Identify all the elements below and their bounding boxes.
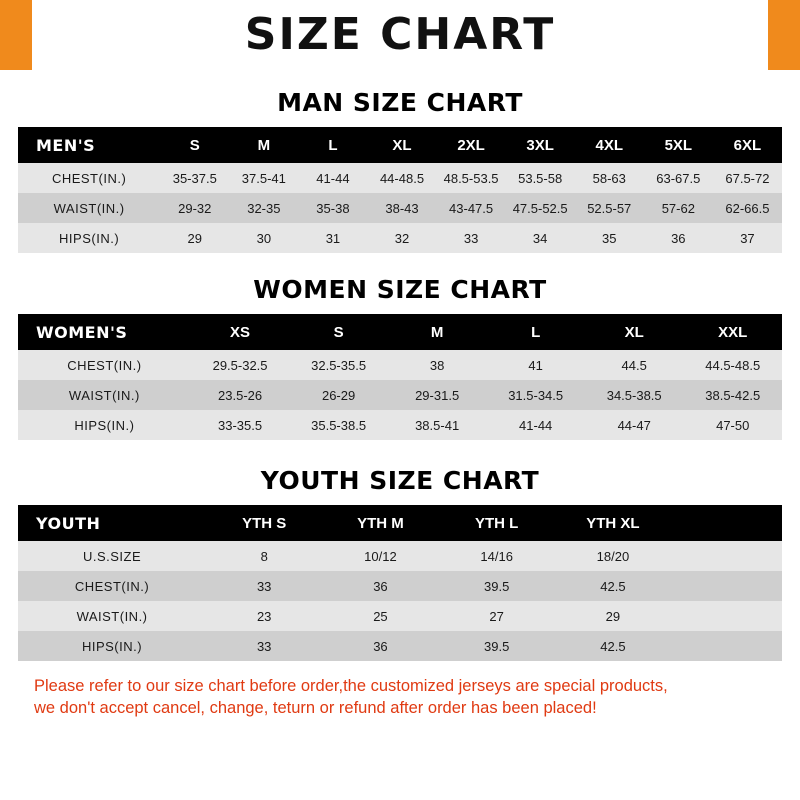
table-row [18,223,782,253]
table-header-row [18,314,782,350]
cell: 39.5 [484,638,510,654]
col-header-s: S [189,136,200,154]
footer-note [18,675,782,720]
col-header-youth: YOUTH [36,513,101,533]
cell: 10/12 [364,548,397,564]
col-header-xl: XL [624,323,644,341]
cell: 36 [671,230,686,246]
cell: 35 [602,230,617,246]
row-label-chest: CHEST(IN.) [67,357,142,373]
cell: 35-37.5 [172,170,217,186]
section-title-women: WOMEN SIZE CHART [253,275,547,304]
footer-note-line-2: we don't accept cancel, change, teturn or refund after order has been placed! [34,699,597,718]
cell: 63-67.5 [656,170,701,186]
cell: 14/16 [480,548,513,564]
cell: 29-32 [178,200,212,216]
col-header-l: L [328,136,338,154]
table-row [18,410,782,440]
cell: 41-44 [519,417,553,433]
cell: 39.5 [484,578,510,594]
table-women [18,314,782,440]
cell: 38.5-42.5 [705,387,761,403]
table-row [18,193,782,223]
col-header-yth-m: YTH M [357,514,404,532]
cell: 58-63 [592,170,626,186]
cell: 29-31.5 [415,387,460,403]
cell: 41 [528,357,543,373]
cell: 34.5-38.5 [606,387,662,403]
row-label-hips: HIPS(IN.) [81,638,143,654]
cell: 52.5-57 [587,200,632,216]
col-header-spacer [671,505,782,541]
cell: 62-66.5 [725,200,770,216]
cell: 47.5-52.5 [512,200,568,216]
row-label-hips: HIPS(IN.) [59,230,120,246]
row-label-waist: WAIST(IN.) [76,608,148,624]
cell: 32 [394,230,410,246]
table-man [18,127,782,253]
section-women [18,275,782,440]
cell: 42.5 [600,578,626,594]
table-row [18,541,782,571]
row-label-chest: CHEST(IN.) [74,578,150,594]
col-header-s: S [333,323,344,341]
col-header-l: L [531,323,541,341]
table-row [18,163,782,193]
table-row [18,631,782,661]
col-header-xl: XL [392,136,412,154]
section-youth [18,466,782,661]
cell: 37 [740,230,755,246]
cell: 36 [373,578,388,594]
cell-spacer [671,571,782,601]
footer-note-line-1: Please refer to our size chart before order,the customized jerseys are special products, [34,677,668,695]
col-header-2xl: 2XL [457,136,485,154]
cell: 33-35.5 [218,417,263,433]
col-header-yth-s: YTH S [242,514,287,532]
cell: 44.5-48.5 [705,357,761,373]
col-header-4xl: 4XL [595,136,623,154]
cell: 23.5-26 [218,387,263,403]
cell: 38.5-41 [415,417,460,433]
table-row [18,350,782,380]
col-header-men: MEN'S [36,135,96,155]
table-row [18,601,782,631]
table-youth [18,505,782,661]
table-row [18,380,782,410]
cell: 31 [325,230,341,246]
cell: 31.5-34.5 [508,387,564,403]
content [0,88,800,720]
cell: 30 [256,230,272,246]
col-header-xxl: XXL [718,323,748,341]
header-band [0,0,800,70]
cell: 8 [260,548,268,564]
row-label-waist: WAIST(IN.) [53,200,125,216]
col-header-yth-xl: YTH XL [586,514,640,532]
col-header-xs: XS [230,323,251,341]
col-header-3xl: 3XL [526,136,554,154]
table-header-row [18,505,782,541]
table-header-row [18,127,782,163]
cell: 37.5-41 [241,170,286,186]
cell: 35.5-38.5 [311,417,367,433]
section-title-man: MAN SIZE CHART [277,88,523,117]
col-header-6xl: 6XL [733,136,762,154]
section-title-youth: YOUTH SIZE CHART [260,466,540,495]
page-title: SIZE CHART [244,9,556,60]
cell: 53.5-58 [518,170,563,186]
cell: 26-29 [321,387,356,403]
cell: 27 [489,608,504,624]
row-label-waist: WAIST(IN.) [68,387,140,403]
cell: 43-47.5 [449,200,494,216]
cell: 36 [373,638,388,654]
row-label-us-size: U.S.SIZE [82,548,142,564]
cell: 23 [256,608,272,624]
cell: 32.5-35.5 [311,357,367,373]
cell: 33 [463,230,479,246]
cell-spacer [671,541,782,571]
col-header-yth-l: YTH L [474,514,519,532]
cell: 44-47 [617,417,651,433]
cell: 32-35 [247,200,281,216]
cell: 38-43 [385,200,419,216]
cell: 48.5-53.5 [443,170,499,186]
cell: 29.5-32.5 [212,357,268,373]
cell: 35-38 [316,200,350,216]
cell: 44.5 [621,357,647,373]
cell: 44-48.5 [379,170,425,186]
col-header-m: M [257,136,271,154]
cell: 29 [187,230,202,246]
table-row [18,571,782,601]
section-man [18,88,782,253]
cell: 38 [429,357,445,373]
cell: 47-50 [716,417,750,433]
cell-spacer [671,601,782,631]
cell: 33 [256,578,272,594]
col-header-womens: WOMEN'S [36,322,128,342]
cell: 29 [605,608,621,624]
col-header-5xl: 5XL [664,136,693,154]
cell: 42.5 [600,638,626,654]
cell: 18/20 [596,548,630,564]
cell: 33 [256,638,272,654]
cell: 41-44 [316,170,350,186]
cell: 34 [532,230,548,246]
cell: 25 [373,608,388,624]
row-label-chest: CHEST(IN.) [51,170,127,186]
col-header-m: M [430,323,444,341]
cell: 57-62 [661,200,695,216]
cell-spacer [671,631,782,661]
row-label-hips: HIPS(IN.) [74,417,135,433]
cell: 67.5-72 [725,170,770,186]
